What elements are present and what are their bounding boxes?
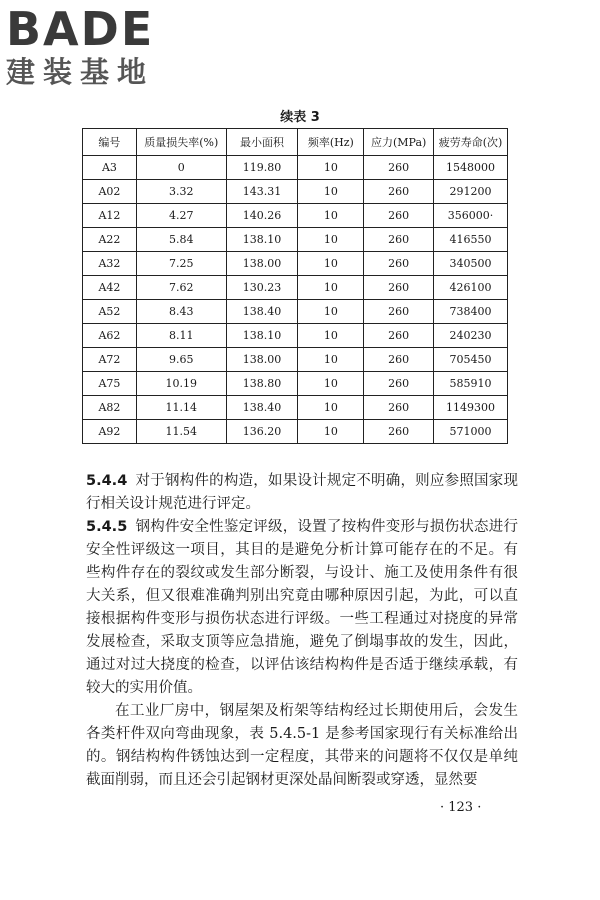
table-cell: 138.10 xyxy=(226,228,298,252)
table-cell: 260 xyxy=(364,276,434,300)
section-number: 5.4.4 xyxy=(86,473,128,489)
table-row xyxy=(83,324,508,348)
logo xyxy=(6,4,176,96)
table-cell: 240230 xyxy=(434,324,508,348)
table-cell: 143.31 xyxy=(226,180,298,204)
table-cell: 426100 xyxy=(434,276,508,300)
table-cell: 260 xyxy=(364,396,434,420)
table-cell: 10 xyxy=(298,420,364,444)
table-cell: A02 xyxy=(83,180,137,204)
body-text xyxy=(86,470,518,792)
table-cell: 119.80 xyxy=(226,156,298,180)
table-cell: 260 xyxy=(364,228,434,252)
table-cell: A42 xyxy=(83,276,137,300)
table-cell: A22 xyxy=(83,228,137,252)
table-cell: 138.80 xyxy=(226,372,298,396)
table-cell: A82 xyxy=(83,396,137,420)
table-cell: 1149300 xyxy=(434,396,508,420)
table-cell: 260 xyxy=(364,180,434,204)
table-cell: 10 xyxy=(298,348,364,372)
header-mass-loss: 质量损失率(%) xyxy=(136,129,226,156)
table-cell: 260 xyxy=(364,372,434,396)
table-cell: 10 xyxy=(298,204,364,228)
table-row xyxy=(83,180,508,204)
table-row xyxy=(83,348,508,372)
section-text: 对于钢构件的构造，如果设计规定不明确，则应参照国家现行相关设计规范进行评定。 xyxy=(86,473,518,512)
header-stress: 应力(MPa) xyxy=(364,129,434,156)
table-row xyxy=(83,396,508,420)
page-number: · 123 · xyxy=(440,800,482,815)
table-cell: A62 xyxy=(83,324,137,348)
paragraph: 在工业厂房中，钢屋架及桁架等结构经过长期使用后，会发生各类杆件双向弯曲现象，表 5.4.5-1 是参考国家现行有关标准给出的。钢结构构件锈蚀达到一定程度，其带来的问题将不仅仅是单纯截面削弱，而且还会引起钢材更深处晶间断裂或穿透，显然要 xyxy=(86,703,518,788)
table-cell: 10 xyxy=(298,252,364,276)
table-header-row xyxy=(83,129,508,156)
table-cell: 7.62 xyxy=(136,276,226,300)
table-cell: 356000· xyxy=(434,204,508,228)
table-cell: 10 xyxy=(298,180,364,204)
table-cell: 10 xyxy=(298,228,364,252)
table-cell: 7.25 xyxy=(136,252,226,276)
header-fatigue-life: 疲劳寿命(次) xyxy=(434,129,508,156)
table-row xyxy=(83,420,508,444)
section-text: 钢构件安全性鉴定评级，设置了按构件变形与损伤状态进行安全性评级这一项目，其目的是避免分析计算可能存在的不足。有些构件存在的裂纹或发生部分断裂，与设计、施工及使用条件有很大关系，但又很难准确判别出究竟由哪种原因引起，为此，可以直接根据构件变形与损伤状态进行评级。一些工程通过对挠度的异常发展检查，采取支顶等应急措施，避免了倒塌事故的发生，因此，通过对过大挠度的检查，以评估该结构构件是否适于继续承载，有较大的实用价值。 xyxy=(86,519,518,696)
table-cell: 0 xyxy=(136,156,226,180)
table-cell: 10 xyxy=(298,324,364,348)
table-cell: 9.65 xyxy=(136,348,226,372)
table-cell: A92 xyxy=(83,420,137,444)
table-cell: 1548000 xyxy=(434,156,508,180)
table-cell: 260 xyxy=(364,204,434,228)
table-row xyxy=(83,372,508,396)
table-row xyxy=(83,204,508,228)
table-cell: 738400 xyxy=(434,300,508,324)
header-frequency: 频率(Hz) xyxy=(298,129,364,156)
table-cell: 130.23 xyxy=(226,276,298,300)
table-cell: 8.43 xyxy=(136,300,226,324)
table-caption: 续表 3 xyxy=(280,110,320,125)
table-row xyxy=(83,276,508,300)
table-cell: 260 xyxy=(364,156,434,180)
table-cell: 136.20 xyxy=(226,420,298,444)
table-body xyxy=(83,156,508,444)
table-cell: 416550 xyxy=(434,228,508,252)
table-cell: A3 xyxy=(83,156,137,180)
table-cell: 260 xyxy=(364,348,434,372)
table-cell: A52 xyxy=(83,300,137,324)
logo-brand: BADE xyxy=(6,2,155,56)
table-cell: A72 xyxy=(83,348,137,372)
section-number: 5.4.5 xyxy=(86,519,128,535)
table-cell: 138.00 xyxy=(226,348,298,372)
table-cell: 340500 xyxy=(434,252,508,276)
table-cell: 8.11 xyxy=(136,324,226,348)
table-row xyxy=(83,156,508,180)
table-cell: 138.40 xyxy=(226,396,298,420)
table-cell: 10 xyxy=(298,396,364,420)
logo-subtitle: 建装基地 xyxy=(6,55,155,89)
table-cell: 10 xyxy=(298,156,364,180)
section-5-4-5 xyxy=(86,516,518,700)
table-cell: 138.00 xyxy=(226,252,298,276)
table-cell: 260 xyxy=(364,300,434,324)
table-row xyxy=(83,300,508,324)
table-cell: 291200 xyxy=(434,180,508,204)
header-id: 编号 xyxy=(83,129,137,156)
table-cell: 4.27 xyxy=(136,204,226,228)
table-cell: 138.10 xyxy=(226,324,298,348)
table-cell: 260 xyxy=(364,324,434,348)
table-cell: 10.19 xyxy=(136,372,226,396)
table-cell: 260 xyxy=(364,252,434,276)
table-cell: 3.32 xyxy=(136,180,226,204)
table-row xyxy=(83,252,508,276)
table-cell: 10 xyxy=(298,300,364,324)
table-cell: 5.84 xyxy=(136,228,226,252)
table-cell: 138.40 xyxy=(226,300,298,324)
table-cell: A32 xyxy=(83,252,137,276)
section-5-4-4 xyxy=(86,470,518,516)
table-cell: A75 xyxy=(83,372,137,396)
table-cell: 11.14 xyxy=(136,396,226,420)
data-table xyxy=(82,128,508,444)
table-cell: 10 xyxy=(298,372,364,396)
table-cell: A12 xyxy=(83,204,137,228)
table-cell: 10 xyxy=(298,276,364,300)
table-cell: 571000 xyxy=(434,420,508,444)
table-cell: 140.26 xyxy=(226,204,298,228)
table-row xyxy=(83,228,508,252)
header-min-area: 最小面积 xyxy=(226,129,298,156)
table-cell: 11.54 xyxy=(136,420,226,444)
table-cell: 260 xyxy=(364,420,434,444)
table-cell: 705450 xyxy=(434,348,508,372)
table-cell: 585910 xyxy=(434,372,508,396)
